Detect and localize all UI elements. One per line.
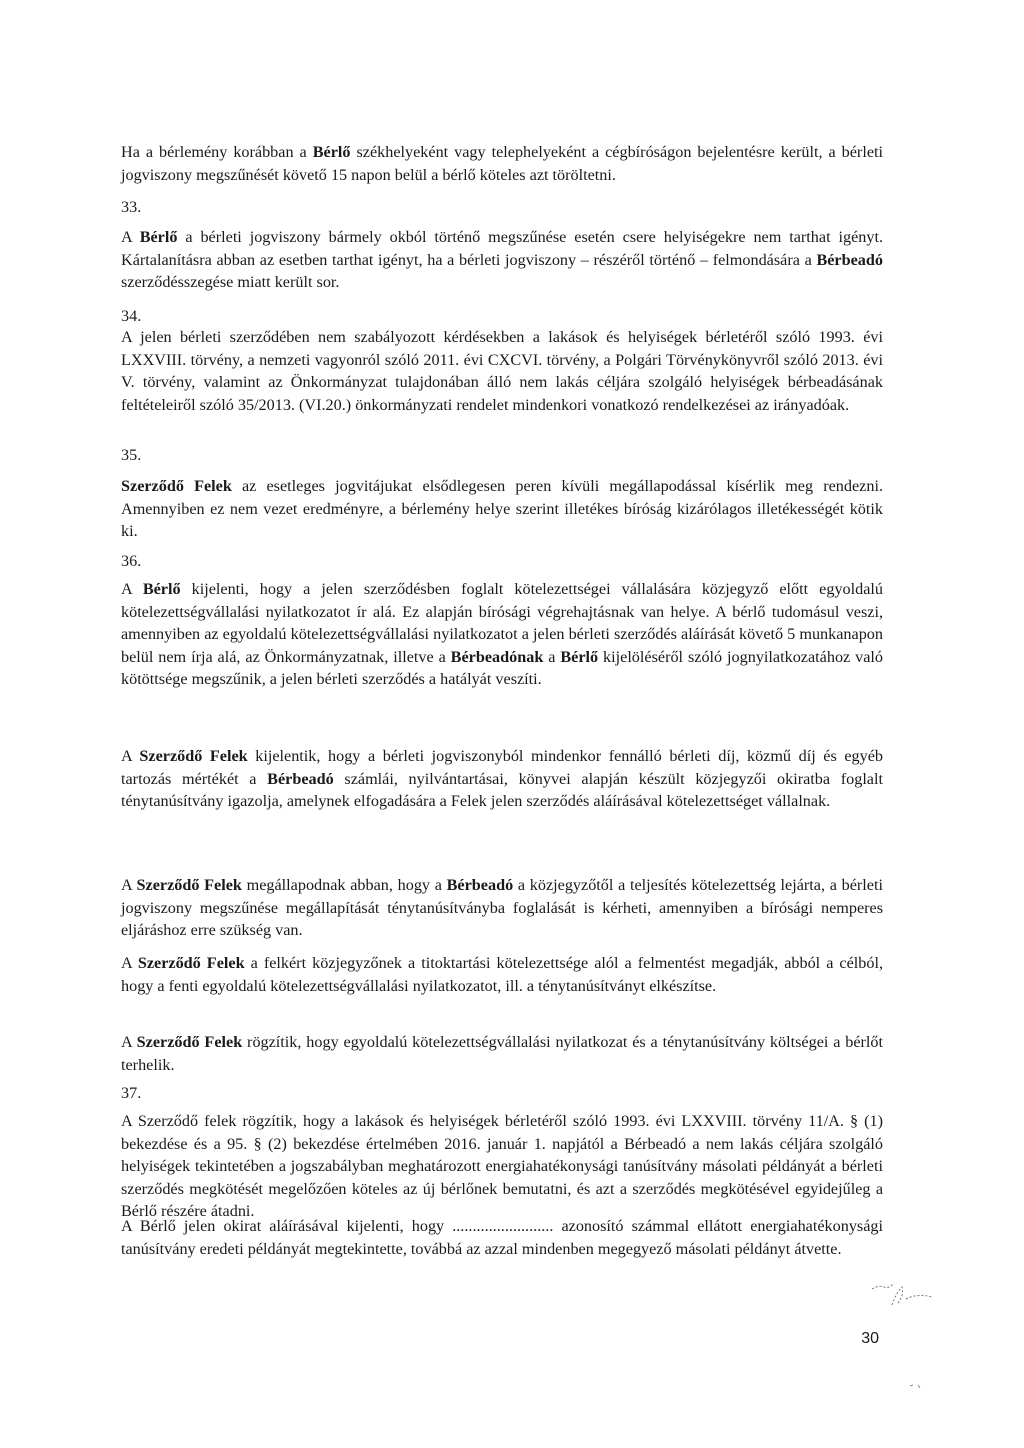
- section-35-paragraph: Szerződő Felek az esetleges jogvitájukat elsődlegesen peren kívüli megállapodással kísérlik meg rendezni. Amennyiben ez nem vezet eredményre, a bérlemény helye szerint illetékes bíróság kizárólagos illetékességét kötik ki.: [121, 477, 883, 540]
- intro-paragraph: Ha a bérlemény korábban a Bérlő székhelyeként vagy telephelyeként a cégbíróságon bejelentésre került, a bérleti jogviszony megszűnését követő 15 napon belül a bérlő köteles azt töröltetni.: [121, 143, 883, 184]
- notary-fact-certificate-paragraph: A Szerződő Felek kijelentik, hogy a bérleti jogviszonyból mindenkor fennálló bérleti díj, közmű díj és egyéb tartozás mértékét a Bérbeadó számlái, nyilvántartásai, könyvei alapján készült közjegyzői okiratba foglalt ténytanúsítvány igazolja, amelynek elfogadására a Felek jelen szerződés aláírásával kötelezettséget vállalnak.: [121, 747, 884, 810]
- energy-certificate-paragraph: A Bérlő jelen okirat aláírásával kijelenti, hogy ......................... azonosító számmal ellátott energiahatékonysági tanúsítvány eredeti példányát megtekintette, továbbá az azzal mindenben megegyező másolati példányt átvette.: [121, 1217, 883, 1258]
- section-36-paragraph: A Bérlő kijelenti, hogy a jelen szerződésben foglalt kötelezettségei vállalására közjegyző előtt egyoldalú kötelezettségvállalási nyilatkozatot ír alá. Ez alapján bírósági végrehajtásnak van helye. A bérlő tudomásul veszi, amennyiben az egyoldalú kötelezettségvállalási nyilatkozatot a jelen bérleti szerződés aláírását követő 5 munkanapon belül nem írja alá, az Önkormányzatnak, illetve a Bérbeadónak a Bérlő kijelöléséről szóló jognyilatkozatához való kötöttsége megszűnik, a jelen bérleti szerződés a hatályát veszíti.: [121, 580, 884, 688]
- page-number: 30: [861, 1330, 879, 1347]
- section-34-paragraph: A jelen bérleti szerződében nem szabályozott kérdésekben a lakások és helyiségek bérletéről szóló 1993. évi LXXVIII. törvény, a nemzeti vagyonról szóló 2011. évi CXCVI. törvény, a Polgári Törvénykönyvről szóló 2013. évi V. törvény, valamint az Önkormányzat tulajdonában álló nem lakás céljára szolgáló helyiségek bérbeadásának feltételeiről szóló 35/2013. (VI.20.) önkormányzati rendelet mindenkori vonatkozó rendelkezései az irányadóak.: [121, 328, 883, 414]
- section-number-36: 36.: [121, 552, 142, 570]
- notary-costs-paragraph: A Szerződő Felek rögzítik, hogy egyoldalú kötelezettségvállalási nyilatkozat és a ténytanúsítvány költségei a bérlőt terhelik.: [121, 1033, 884, 1074]
- section-number-37: 37.: [121, 1084, 142, 1102]
- section-number-35: 35.: [121, 446, 142, 464]
- scan-mark: [908, 1380, 928, 1390]
- section-number-33: 33.: [121, 198, 142, 216]
- initials-signature: [862, 1275, 942, 1315]
- notary-confidentiality-paragraph: A Szerződő Felek a felkért közjegyzőnek a titoktartási kötelezettsége alól a felmentést megadják, abból a célból, hogy a fenti egyoldalú kötelezettségvállalási nyilatkozatot, ill. a ténytanúsítványt elkészítse.: [121, 954, 884, 995]
- notary-agreement-paragraph: A Szerződő Felek megállapodnak abban, hogy a Bérbeadó a közjegyzőtől a teljesítés kötelezettség lejárta, a bérleti jogviszony megszűnése megállapítását ténytanúsítványba foglalását is kérheti, amennyiben a bírósági nemperes eljáráshoz erre szükség van.: [121, 876, 883, 939]
- section-37-paragraph: A Szerződő felek rögzítik, hogy a lakások és helyiségek bérletéről szóló 1993. évi LXXVIII. törvény 11/A. § (1) bekezdése és a 95. § (2) bekezdése értelmében 2016. január 1. napjától a Bérbeadó a nem lakás céljára szolgáló helyiségek tekintetében a jogszabályban meghatározott energiahatékonysági tanúsítvány másolati példányát a bérleti szerződés megkötését megelőzően köteles az új bérlőnek bemutatni, és azt a szerződés megkötésével egyidejűleg a Bérlő részére átadni.: [121, 1112, 883, 1220]
- section-number-34: 34.: [121, 307, 142, 325]
- section-33-paragraph: A Bérlő a bérleti jogviszony bármely okból történő megszűnése esetén csere helyiségekre nem tarthat igényt. Kártalanításra abban az esetben tarthat igényt, ha a bérleti jogviszony – részéről történő – felmondására a Bérbeadó szerződésszegése miatt került sor.: [121, 228, 883, 291]
